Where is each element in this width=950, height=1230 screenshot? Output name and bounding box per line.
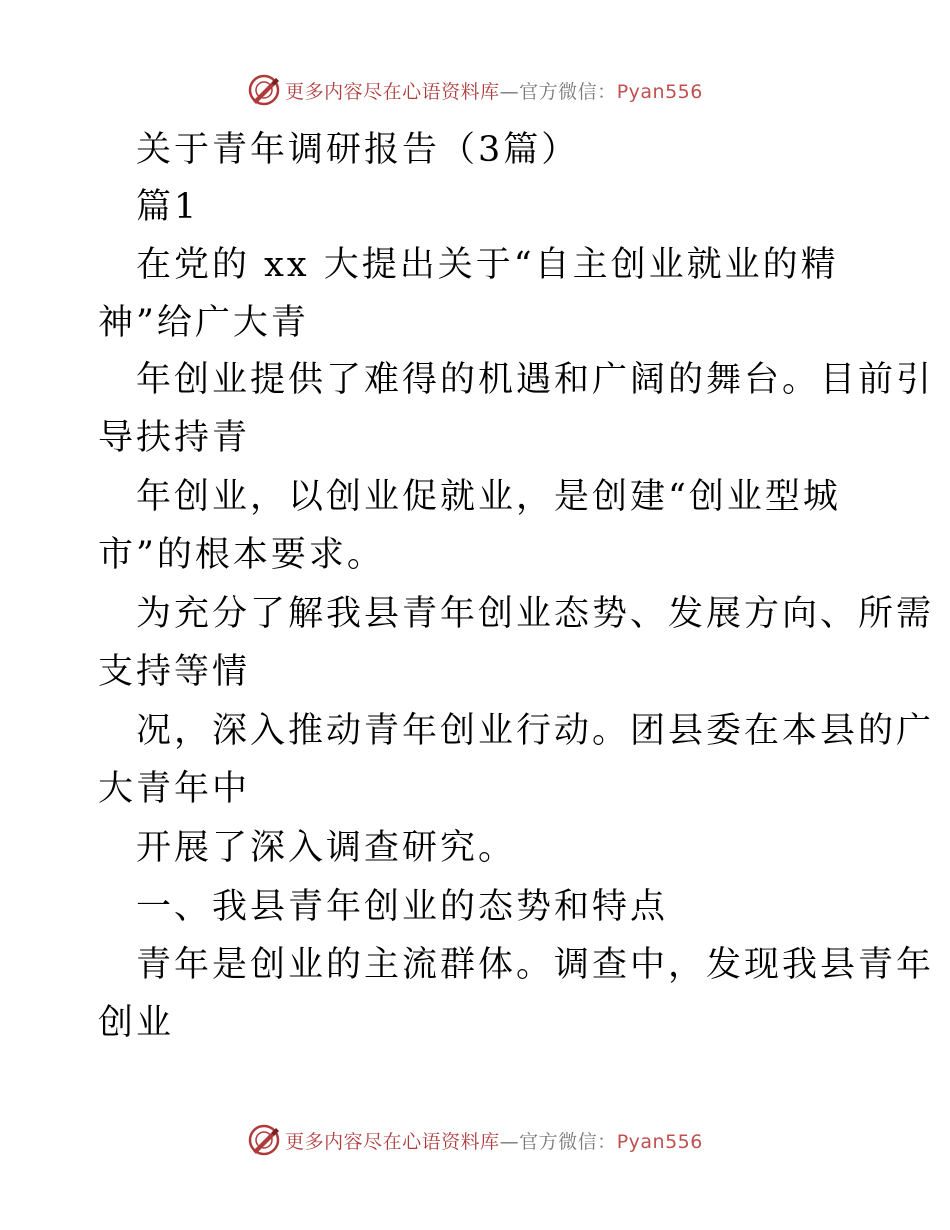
paragraph-line: 年创业提供了难得的机遇和广阔的舞台。目前引 xyxy=(136,360,935,400)
paragraph-line: 年创业，以创业促就业，是创建“创业型城 xyxy=(136,477,841,517)
paragraph-line: 为充分了解我县青年创业态势、发展方向、所需 xyxy=(136,594,935,634)
paragraph-line: 市”的根本要求。 xyxy=(98,535,385,575)
document-title: 关于青年调研报告（3篇） xyxy=(136,130,580,170)
paragraph-line: 导扶持青 xyxy=(98,418,251,458)
subsection-heading: 一、我县青年创业的态势和特点 xyxy=(136,887,669,927)
paragraph-line: 创业 xyxy=(98,1003,175,1043)
paragraph-line: 开展了深入调查研究。 xyxy=(136,828,517,868)
banner-text: 更多内容尽在心语资料库—官方微信：Pyan556 xyxy=(285,80,703,103)
paragraph-line: 大青年中 xyxy=(98,769,251,809)
footer-banner xyxy=(0,1120,950,1160)
paragraph-line: 神”给广大青 xyxy=(98,303,309,343)
paragraph-line: 支持等情 xyxy=(98,652,251,692)
paragraph-line: 况，深入推动青年创业行动。团县委在本县的广 xyxy=(136,711,935,751)
paragraph-line: 在党的 xx 大提出关于“自主创业就业的精 xyxy=(136,245,839,285)
banner-text: 更多内容尽在心语资料库—官方微信：Pyan556 xyxy=(285,1130,703,1153)
pen-circle-logo-icon xyxy=(247,73,281,107)
pen-circle-logo-icon xyxy=(247,1123,281,1157)
paragraph-line: 青年是创业的主流群体。调查中，发现我县青年 xyxy=(136,945,935,985)
header-banner xyxy=(0,70,950,110)
section-heading: 篇1 xyxy=(136,187,200,227)
